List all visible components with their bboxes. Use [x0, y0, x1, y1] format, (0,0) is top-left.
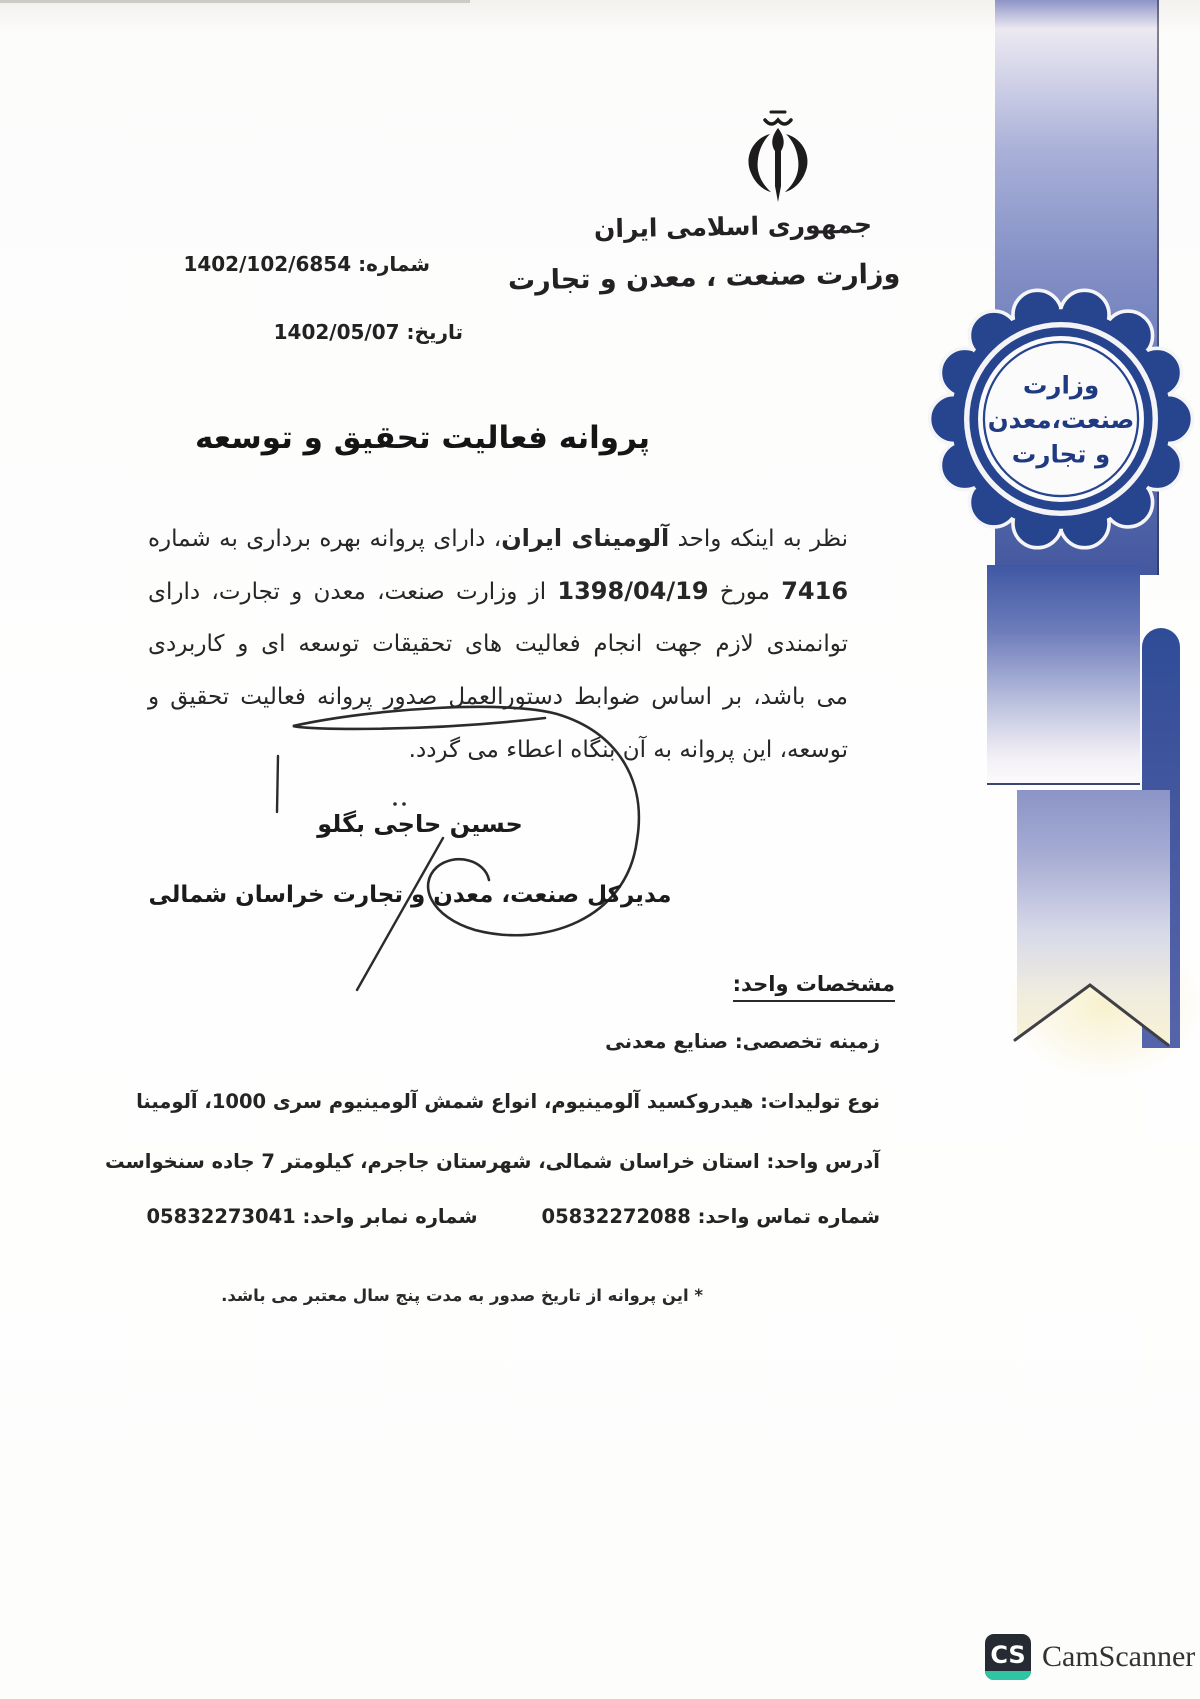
camscanner-icon	[985, 1634, 1031, 1680]
body-line1-pre: نظر به اینکه واحد	[669, 526, 848, 552]
body-line-1	[148, 512, 848, 565]
seal-text-line2: صنعت،معدن	[987, 405, 1135, 435]
camscanner-watermark	[985, 1634, 1195, 1680]
spec-field-value: صنایع معدنی	[605, 1030, 729, 1053]
body-line2-mid: مورخ	[719, 579, 770, 605]
body-line-5: توسعه، این پروانه به آن بنگاه اعطاء می گردد.	[408, 737, 848, 763]
letter-number-value: 1402/102/6854	[183, 252, 352, 276]
letter-number-label: شماره:	[358, 252, 430, 276]
calligraphy-republic-title: جمهوری اسلامی ایران	[593, 209, 873, 244]
spec-products-label: نوع تولیدات:	[760, 1090, 880, 1113]
camscanner-icon-letters: CS	[990, 1640, 1026, 1669]
ribbon-band-middle	[987, 565, 1140, 785]
spec-row-products	[136, 1090, 880, 1113]
calligraphy-ministry-title: وزارت صنعت ، معدن و تجارت	[507, 258, 901, 297]
fax-label: شماره نمابر واحد:	[302, 1205, 478, 1228]
scan-edge-artifact	[0, 0, 470, 3]
ministry-seal	[925, 283, 1197, 555]
body-line2-post: از وزارت صنعت، معدن و تجارت، دارای	[148, 579, 547, 605]
specs-heading: مشخصات واحد:	[733, 972, 895, 1002]
letter-date-label: تاریخ:	[406, 320, 463, 344]
ribbon-tail-outline	[995, 955, 1185, 1055]
spec-field-label: زمینه تخصصی:	[734, 1030, 880, 1053]
spec-row-field	[605, 1030, 880, 1053]
fax-pair	[146, 1205, 477, 1228]
phone-pair	[542, 1205, 880, 1228]
fax-value: 05832273041	[146, 1205, 296, 1228]
iran-emblem-icon	[735, 110, 821, 216]
camscanner-label: CamScanner	[1042, 1640, 1196, 1673]
body-line-4: می باشد، بر اساس ضوابط دستورالعمل صدور پروانه فعالیت تحقیق و	[148, 684, 848, 710]
spec-row-address	[105, 1150, 880, 1173]
phone-value: 05832272088	[541, 1205, 691, 1228]
document-title: پروانه فعالیت تحقیق و توسعه	[195, 420, 650, 456]
license-number: 7416	[781, 577, 849, 605]
signatory-name: حسین حاجی بگلو	[317, 810, 523, 838]
signature-scribble	[245, 688, 655, 1018]
company-name: آلومینای ایران	[501, 524, 670, 552]
letter-date-value: 1402/05/07	[273, 320, 400, 344]
seal-text-line1: وزارت	[1022, 370, 1100, 400]
validity-footnote: * این پروانه از تاریخ صدور به مدت پنج سال معتبر می باشد.	[221, 1286, 703, 1305]
body-line1-post: ، دارای پروانه بهره برداری به شماره	[148, 526, 502, 552]
signatory-role: مدیرکل صنعت، معدن و تجارت خراسان شمالی	[148, 882, 672, 908]
body-line-3: توانمندی لازم جهت انجام فعالیت های تحقیقات توسعه ای و کاربردی	[148, 631, 848, 657]
spec-address-value: استان خراسان شمالی، شهرستان جاجرم، کیلومتر 7 جاده سنخواست	[104, 1150, 760, 1173]
license-date: 1398/04/19	[557, 577, 709, 605]
spec-row-contacts	[146, 1205, 880, 1228]
letter-date	[274, 320, 463, 344]
spec-products-value: هیدروکسید آلومینیوم، انواع شمش آلومینیوم سری 1000، آلومینا	[136, 1090, 754, 1113]
letter-number	[183, 252, 430, 276]
body-line-2	[148, 565, 848, 618]
phone-label: شماره تماس واحد:	[697, 1205, 880, 1228]
spec-address-label: آدرس واحد:	[766, 1150, 880, 1173]
seal-text-line3: و تجارت	[1011, 439, 1111, 469]
